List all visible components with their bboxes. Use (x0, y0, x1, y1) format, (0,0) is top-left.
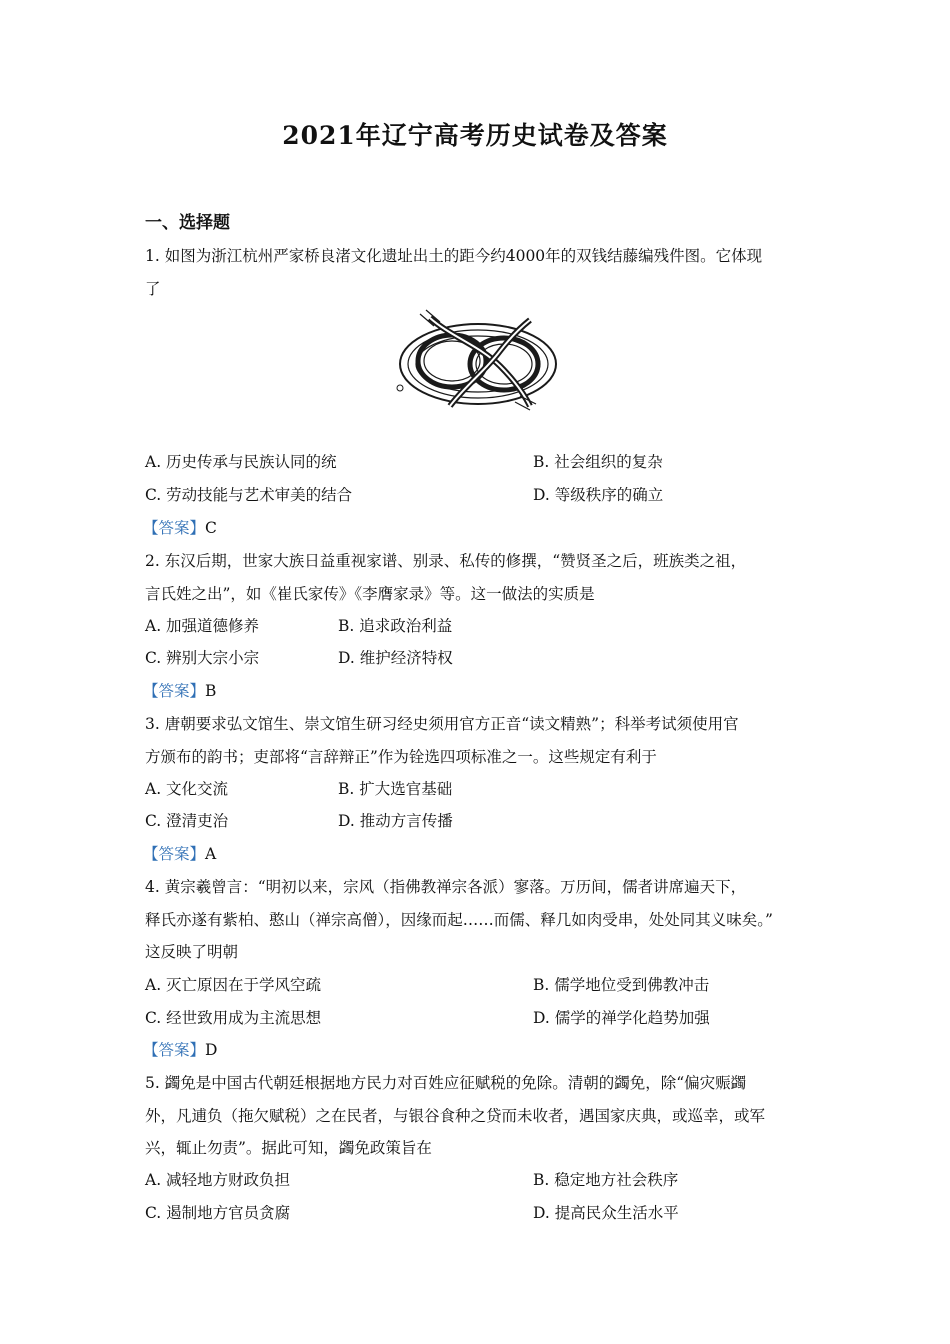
question-3-line-2: 方颁布的韵书；吏部将“言辞辩正”作为铨选四项标准之一。这些规定有利于 (145, 747, 657, 766)
answer-tag: 【答案】 (143, 682, 206, 700)
question-4-line-3: 这反映了明朝 (145, 943, 239, 961)
question-1-stem (145, 240, 810, 305)
question-4-option-a: A. 灭亡原因在于学风空疏 (145, 976, 322, 994)
question-5-option-a: A. 减轻地方财政负担 (145, 1171, 291, 1189)
question-1-line-1: 1. 如图为浙江杭州严家桥良渚文化遗址出土的距今约4000年的双钱结藤编残件图。它体现 (145, 247, 763, 265)
question-3-line-1: 3. 唐朝要求弘文馆生、崇文馆生研习经史须用官方正音“读文精熟”；科举考试须使用官 (145, 715, 739, 733)
question-2-line-2: 言氏姓之出”，如《崔氏家传》《李膺家录》等。这一做法的实质是 (145, 584, 595, 603)
double-coin-knot-rattan-figure (390, 306, 565, 414)
question-1-option-a: A. 历史传承与民族认同的统 (145, 453, 337, 471)
question-1-option-c: C. 劳动技能与艺术审美的结合 (145, 486, 353, 504)
question-3-stem (145, 708, 810, 773)
answer-value: A (205, 845, 217, 863)
question-4-answer (143, 1034, 217, 1067)
question-5-line-2: 外，凡逋负（拖欠赋税）之在民者，与银谷食种之贷而未收者，遇国家庆典，或巡幸，或军 (145, 1106, 766, 1125)
question-5-option-b: B. 稳定地方社会秩序 (533, 1171, 679, 1189)
section-heading: 一、选择题 (145, 213, 230, 233)
question-4-option-b: B. 儒学地位受到佛教冲击 (533, 976, 710, 994)
question-2-stem (145, 545, 810, 610)
question-3-option-d: D. 推动方言传播 (338, 812, 453, 830)
question-2-answer (143, 675, 216, 708)
answer-tag: 【答案】 (143, 519, 206, 537)
page-title: 2021年辽宁高考历史试卷及答案 (282, 121, 668, 150)
question-3-option-b: B. 扩大选官基础 (338, 780, 453, 798)
question-5-line-1: 5. 蠲免是中国古代朝廷根据地方民力对百姓应征赋税的免除。清朝的蠲免，除“偏灾赈蠲 (145, 1074, 747, 1092)
question-1-answer (143, 512, 217, 545)
question-1-line-2: 了 (145, 279, 161, 298)
question-5-option-c: C. 遏制地方官员贪腐 (145, 1204, 291, 1222)
question-3-answer (143, 838, 216, 871)
answer-value: C (205, 519, 217, 537)
question-4-stem (145, 871, 825, 969)
question-4-option-c: C. 经世致用成为主流思想 (145, 1009, 322, 1027)
answer-value: B (205, 682, 217, 700)
question-2-option-d: D. 维护经济特权 (338, 649, 453, 667)
answer-tag: 【答案】 (143, 845, 206, 863)
question-5-line-3: 兴，辄止勿责”。据此可知，蠲免政策旨在 (145, 1139, 432, 1157)
question-5-stem (145, 1067, 810, 1165)
question-5-option-d: D. 提高民众生活水平 (533, 1204, 679, 1222)
answer-value: D (205, 1041, 218, 1059)
question-2-option-b: B. 追求政治利益 (338, 617, 453, 635)
answer-tag: 【答案】 (143, 1041, 206, 1059)
question-2-option-a: A. 加强道德修养 (145, 617, 260, 635)
question-3-option-a: A. 文化交流 (145, 780, 229, 798)
question-1-option-b: B. 社会组织的复杂 (533, 453, 663, 471)
question-2-line-1: 2. 东汉后期，世家大族日益重视家谱、别录、私传的修撰，“赞贤圣之后，班族类之祖， (145, 552, 747, 570)
question-2-option-c: C. 辨别大宗小宗 (145, 649, 260, 667)
question-4-line-2: 释氏亦遂有紫柏、憨山（禅宗高僧），因缘而起……而儒、释几如肉受串，处处同其义味矣。” (145, 910, 773, 929)
question-4-line-1: 4. 黄宗羲曾言：“明初以来，宗风（指佛教禅宗各派）寥落。万历间，儒者讲席遍天下， (145, 878, 747, 896)
question-4-option-d: D. 儒学的禅学化趋势加强 (533, 1009, 710, 1027)
question-3-option-c: C. 澄清吏治 (145, 812, 229, 830)
question-1-option-d: D. 等级秩序的确立 (533, 486, 664, 504)
